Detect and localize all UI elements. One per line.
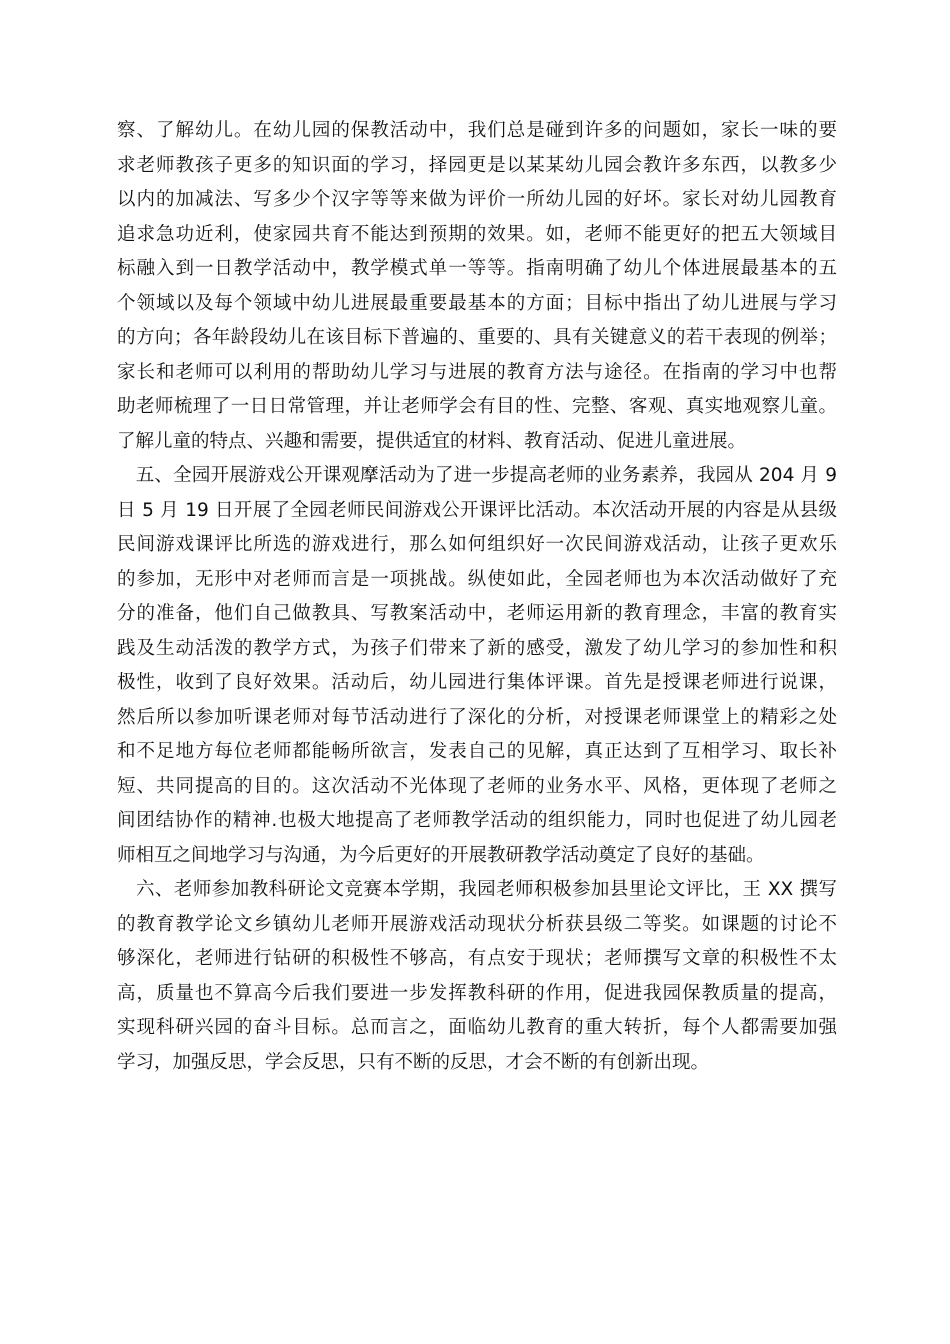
text-line: 助老师梳理了一日日常管理，并让老师学会有目的性、完整、客观、真实地观察儿童。 [117, 396, 837, 417]
text-line: 和不足地方每位老师都能畅所欲言，发表自己的见解，真正达到了互相学习、取长补 [117, 741, 837, 762]
text-line: 分的准备，他们自己做教具、写教案活动中，老师运用新的教育理念，丰富的教育实 [117, 603, 837, 624]
text-line: 实现科研兴园的奋斗目标。总而言之，面临幼儿教育的重大转折，每个人都需要加强 [117, 1017, 837, 1038]
text-line: 求老师教孩子更多的知识面的学习，择园更是以某某幼儿园会教许多东西，以教多少 [117, 154, 837, 176]
text-line: 六、老师参加教科研论文竞赛本学期，我园老师积极参加县里论文评比，王 XX 撰写 [117, 879, 837, 900]
text-line: 短、共同提高的目的。这次活动不光体现了老师的业务水平、风格，更体现了老师之 [117, 775, 837, 797]
text-line: 的方向；各年龄段幼儿在该目标下普遍的、重要的、具有关键意义的若干表现的例举； [117, 327, 837, 348]
text-line: 察、了解幼儿。在幼儿园的保教活动中，我们总是碰到许多的问题如，家长一味的要 [117, 120, 837, 141]
text-line: 高，质量也不算高今后我们要进一步发挥教科研的作用，促进我园保教质量的提高， [117, 982, 837, 1004]
text-line: 间团结协作的精神.也极大地提高了老师教学活动的组织能力，同时也促进了幼儿园老 [117, 810, 837, 831]
text-line: 个领域以及每个领域中幼儿进展最重要最基本的方面；目标中指出了幼儿进展与学习 [117, 292, 837, 314]
text-line: 日 5 月 19 日开展了全园老师民间游戏公开课评比活动。本次活动开展的内容是从县级 [117, 499, 837, 521]
text-line: 师相互之间地学习与沟通，为今后更好的开展教研教学活动奠定了良好的基础。 [117, 844, 765, 866]
body-text [117, 114, 837, 1080]
text-line: 追求急功近利，使家园共育不能达到预期的效果。如，老师不能更好的把五大领域目 [117, 223, 837, 245]
text-line: 然后所以参加听课老师对每节活动进行了深化的分析，对授课老师课堂上的精彩之处 [117, 706, 837, 728]
text-line: 民间游戏课评比所选的游戏进行，那么如何组织好一次民间游戏活动，让孩子更欢乐 [117, 534, 837, 555]
text-line: 的参加，无形中对老师而言是一项挑战。纵使如此，全园老师也为本次活动做好了充 [117, 568, 837, 590]
text-line: 学习，加强反思，学会反思，只有不断的反思，才会不断的有创新出现。 [117, 1051, 710, 1073]
text-line: 以内的加减法、写多少个汉字等等来做为评价一所幼儿园的好坏。家长对幼儿园教育 [117, 189, 837, 210]
text-line: 的教育教学论文乡镇幼儿老师开展游戏活动现状分析获县级二等奖。如课题的讨论不 [117, 913, 837, 935]
text-line: 标融入到一日教学活动中，教学模式单一等等。指南明确了幼儿个体进展最基本的五 [117, 258, 837, 279]
text-line: 践及生动活泼的教学方式，为孩子们带来了新的感受，激发了幼儿学习的参加性和积 [117, 637, 837, 659]
text-line: 了解儿童的特点、兴趣和需要，提供适宜的材料、教育活动、促进儿童进展。 [117, 430, 747, 452]
text-line: 够深化，老师进行钻研的积极性不够高，有点安于现状；老师撰写文章的积极性不太 [117, 948, 837, 969]
text-line: 家长和老师可以利用的帮助幼儿学习与进展的教育方法与途径。在指南的学习中也帮 [117, 361, 837, 383]
text-line: 五、全园开展游戏公开课观摩活动为了进一步提高老师的业务素养，我园从 204 月 9 [117, 465, 837, 486]
text-line: 极性，收到了良好效果。活动后，幼儿园进行集体评课。首先是授课老师进行说课， [117, 672, 837, 693]
